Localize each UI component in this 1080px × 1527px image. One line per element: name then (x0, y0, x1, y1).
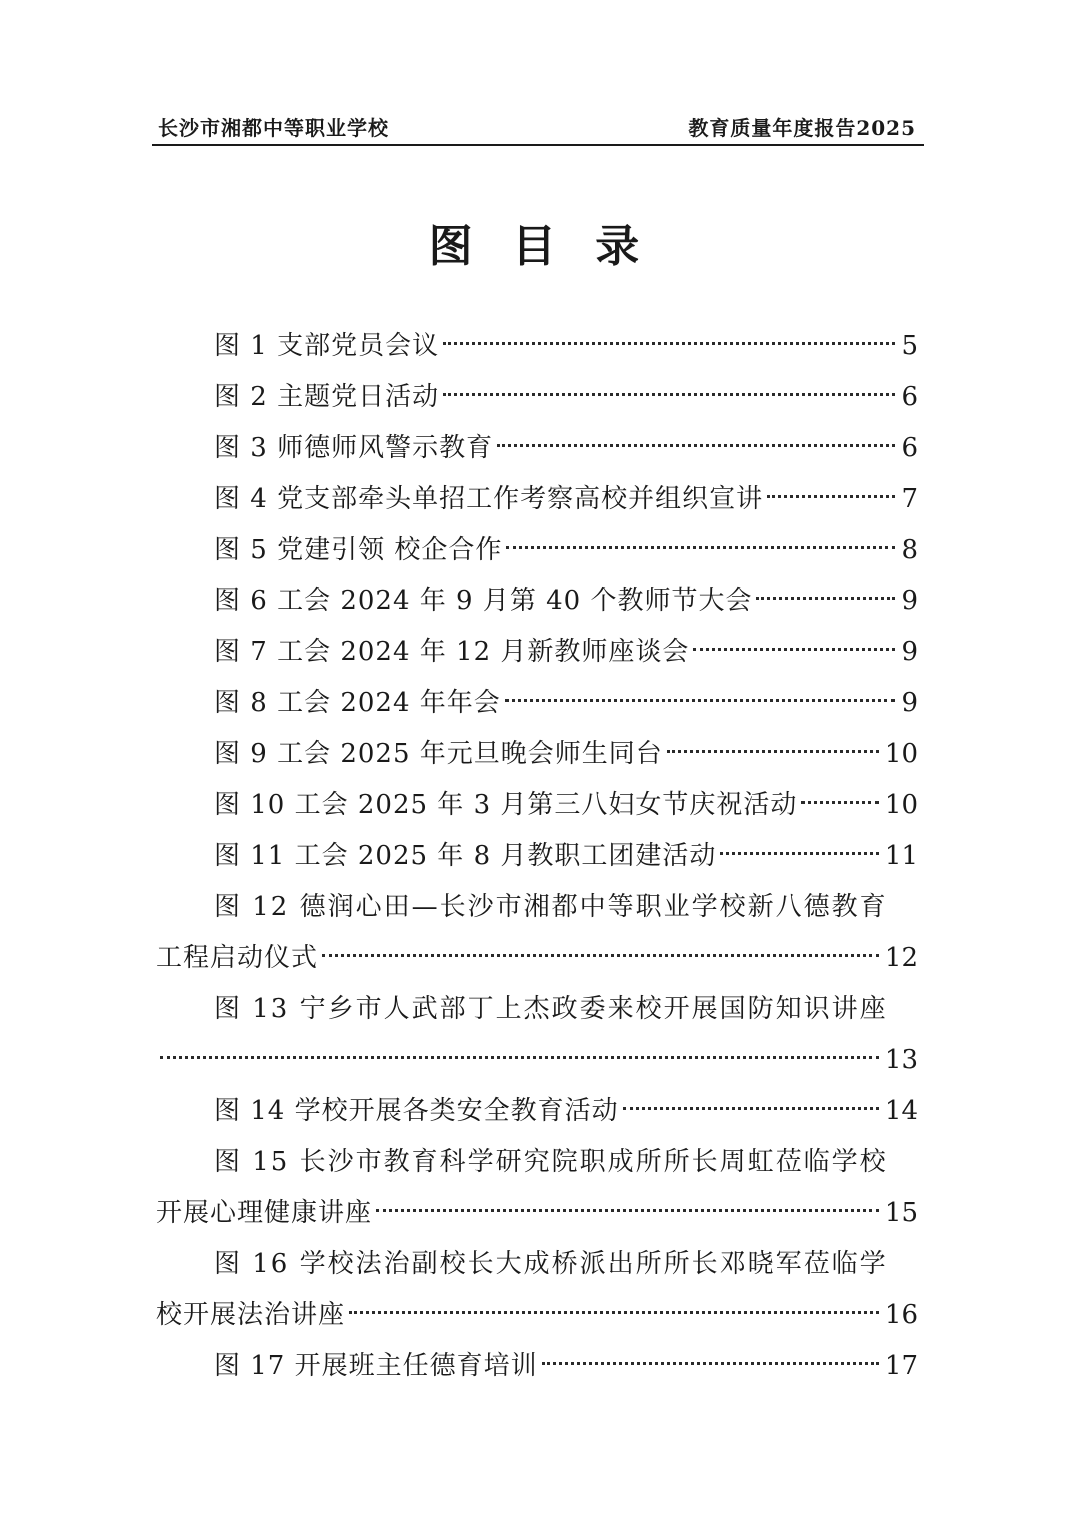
dot-leader (376, 1205, 879, 1212)
toc-entry-page: 7 (901, 484, 918, 514)
dot-leader (505, 695, 896, 702)
dot-leader (160, 1052, 879, 1059)
running-header (152, 108, 924, 146)
dot-leader (756, 593, 895, 600)
toc-entry[interactable] (214, 832, 918, 880)
toc-entry-label: 图 9 工会 2025 年元旦晚会师生同台 (214, 739, 663, 769)
toc-entry[interactable] (214, 526, 918, 574)
toc-entry-page: 15 (884, 1198, 918, 1228)
toc-entry-label: 工程启动仪式 (156, 943, 319, 973)
toc-entry-page: 16 (884, 1300, 918, 1330)
toc-entry-label: 图 7 工会 2024 年 12 月新教师座谈会 (214, 637, 690, 667)
toc-entry-label: 开展心理健康讲座 (156, 1198, 373, 1228)
dot-leader (542, 1358, 879, 1365)
toc-entry-label: 校开展法治讲座 (156, 1300, 346, 1330)
toc-entry[interactable] (214, 373, 918, 421)
toc-entry-page: 17 (884, 1351, 918, 1381)
toc-entry[interactable] (214, 424, 918, 472)
toc-entry[interactable] (214, 679, 918, 727)
toc-entry-page: 10 (884, 739, 918, 769)
toc-entry-page: 9 (901, 586, 918, 616)
toc-entry[interactable] (214, 1087, 918, 1135)
toc-entry-page: 11 (884, 841, 918, 871)
dot-leader (720, 848, 879, 855)
toc-entry-first-line[interactable]: 图 15 长沙市教育科学研究院职成所所长周虹莅临学校 (214, 1147, 888, 1177)
page-title: 图 目 录 (428, 221, 652, 272)
toc-entry-label: 图 14 学校开展各类安全教育活动 (214, 1096, 619, 1126)
header-report-title: 教育质量年度报告2025 (688, 116, 916, 140)
toc-entry-first-line[interactable]: 图 13 宁乡市人武部丁上杰政委来校开展国防知识讲座 (214, 994, 888, 1024)
dot-leader (667, 746, 879, 753)
toc-entry-label: 图 11 工会 2025 年 8 月教职工团建活动 (214, 841, 717, 871)
dot-leader (443, 338, 895, 345)
dot-leader (623, 1103, 879, 1110)
dot-leader (349, 1307, 879, 1314)
toc-entry[interactable] (214, 781, 918, 829)
toc-entry-page: 6 (901, 433, 918, 463)
toc-entry-label: 图 3 师德师风警示教育 (214, 433, 494, 463)
toc-entry[interactable] (156, 1036, 918, 1084)
toc-entry-label: 图 10 工会 2025 年 3 月第三八妇女节庆祝活动 (214, 790, 798, 820)
dot-leader (801, 797, 879, 804)
dot-leader (767, 491, 895, 498)
toc-entry-label: 图 1 支部党员会议 (214, 331, 440, 361)
header-school-name: 长沙市湘都中等职业学校 (158, 116, 389, 140)
toc-entry[interactable] (156, 1291, 918, 1339)
toc-entry-label: 图 2 主题党日活动 (214, 382, 440, 412)
toc-entry-label: 图 8 工会 2024 年年会 (214, 688, 501, 718)
dot-leader (693, 644, 895, 651)
toc-entry[interactable] (156, 1189, 918, 1237)
toc-entry-label: 图 4 党支部牵头单招工作考察高校并组织宣讲 (214, 484, 764, 514)
toc-entry[interactable] (214, 1342, 918, 1390)
toc-entry[interactable] (214, 475, 918, 523)
toc-entry-page: 9 (901, 637, 918, 667)
toc-entry-page: 12 (884, 943, 918, 973)
toc-entry[interactable] (214, 577, 918, 625)
toc-entry-label: 图 17 开展班主任德育培训 (214, 1351, 538, 1381)
dot-leader (506, 542, 895, 549)
toc-entry-page: 14 (884, 1096, 918, 1126)
toc-entry-label: 图 6 工会 2024 年 9 月第 40 个教师节大会 (214, 586, 753, 616)
toc-entry[interactable] (156, 934, 918, 982)
toc-entry-first-line[interactable]: 图 12 德润心田—长沙市湘都中等职业学校新八德教育 (214, 892, 888, 922)
toc-entry-page: 10 (884, 790, 918, 820)
toc-entry[interactable] (214, 628, 918, 676)
toc-entry-page: 13 (884, 1045, 918, 1075)
toc-entry-label: 图 5 党建引领 校企合作 (214, 535, 503, 565)
toc-entry-page: 6 (901, 382, 918, 412)
toc-entry[interactable] (214, 322, 918, 370)
toc-entry[interactable] (214, 730, 918, 778)
toc-entry-page: 5 (901, 331, 918, 361)
toc-entry-page: 9 (901, 688, 918, 718)
dot-leader (443, 389, 895, 396)
toc-entry-first-line[interactable]: 图 16 学校法治副校长大成桥派出所所长邓晓军莅临学 (214, 1249, 888, 1279)
dot-leader (322, 950, 879, 957)
toc-entry-page: 8 (901, 535, 918, 565)
dot-leader (497, 440, 895, 447)
